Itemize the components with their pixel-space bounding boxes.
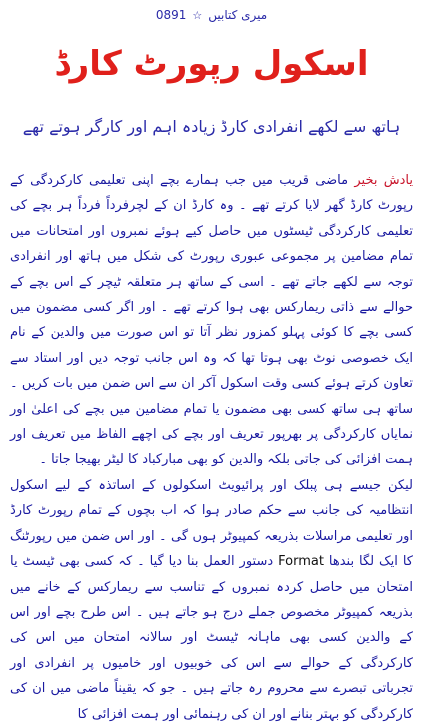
paragraph-1 xyxy=(10,168,413,473)
header-number: 0891 xyxy=(155,8,187,22)
page-title: اسکول رپورٹ کارڈ xyxy=(54,44,369,84)
format-word: Format xyxy=(278,554,324,570)
star-icon: ☆ xyxy=(192,8,203,22)
paragraph-2 xyxy=(10,473,413,727)
paragraph-2-text-a: لیکن جیسے ہی پبلک اور پرائیویٹ اسکولوں کے اساتذہ کے لیے اسکول انتظامیہ کی جانب سے حکم صادر ہوا کہ اب بچوں کے تمام رپورٹ کارڈ اور تعلیمی مراسلات بذریعہ کمپیوٹر ہوں گی ۔ اور اس ضمن میں رپورٹنگ کا ایک لگا بندھا xyxy=(10,477,414,570)
paragraph-1-lead: یادش بخیر xyxy=(354,173,413,188)
page-subtitle: ہاتھ سے لکھے انفرادی کارڈ زیادہ اہم اور کارگر ہوتے تھے xyxy=(22,117,401,136)
header-book-label: میری کتابیں xyxy=(208,8,268,22)
paragraph-1-text: ماضی قریب میں جب ہمارے بچے اپنی تعلیمی کارکردگی کے رپورٹ کارڈ گھر لایا کرتے تھے ۔ وہ کارڈ ان کے لچرفرداً فرداً ہر بچے کی تعلیمی کارکردگی ٹیسٹوں میں حاصل کیے ہوئے نمبروں اور امتحانات میں تمام مضامین پر مجموعی عبوری رپورٹ کی شکل میں ہاتھ اور انفرادی توجہ سے لکھے جاتے تھے ۔ اسی کے ساتھ ہر متعلقہ ٹیچر کے اس بچے کے حوالے سے ذاتی ریمارکس بھی ہوا کرتے تھے ۔ اور اگر کسی مضمون میں کسی بچے کا کوئی پہلو کمزور نظر آتا تو اس صورت میں والدین کے نام ایک خصوصی نوٹ بھی ہوتا تھا کہ وہ اس جانب توجہ دیں اور استاد سے تعاون کرتے ہوئے کسی وقت اسکول آکر ان سے اس ضمن میں بات کریں ۔ ساتھ ہی ساتھ کسی بھی مضمون یا تمام مضامین میں بچے کی اعلیٰ اور نمایاں کارکردگی پر بھرپور تعریف اور بچے کی اچھے الفاظ میں تعریف اور ہمت افزائی کی جاتی بلکہ والدین کو بھی مبارکباد کا لیٹر بھیجا جاتا ۔ xyxy=(10,173,413,468)
article-body xyxy=(10,168,413,727)
page-header xyxy=(0,4,423,26)
paragraph-2-text-b: دستور العمل بنا دیا گیا ۔ کہ کسی بھی ٹیسٹ یا امتحان میں حاصل کردہ نمبروں کے تناسب سے ریمارکس کے خانے میں بذریعہ کمپیوٹر مخصوص جملے درج ہو جاتے ہیں ۔ اس طرح بچے اور اس کے والدین کسی بھی ماہانہ ٹیسٹ اور سالانہ امتحان میں اس کی کارکردگی کے حوالے سے اس کی خوبیوں اور خامیوں پر انفرادی اور تجرباتی تبصرے سے محروم رہ جاتے ہیں ۔ جو کہ یقیناً ماضی میں ان کی کارکردگی کو بہتر بنانے اور ان کی رہنمائی اور ہمت افزائی کا xyxy=(10,554,413,722)
